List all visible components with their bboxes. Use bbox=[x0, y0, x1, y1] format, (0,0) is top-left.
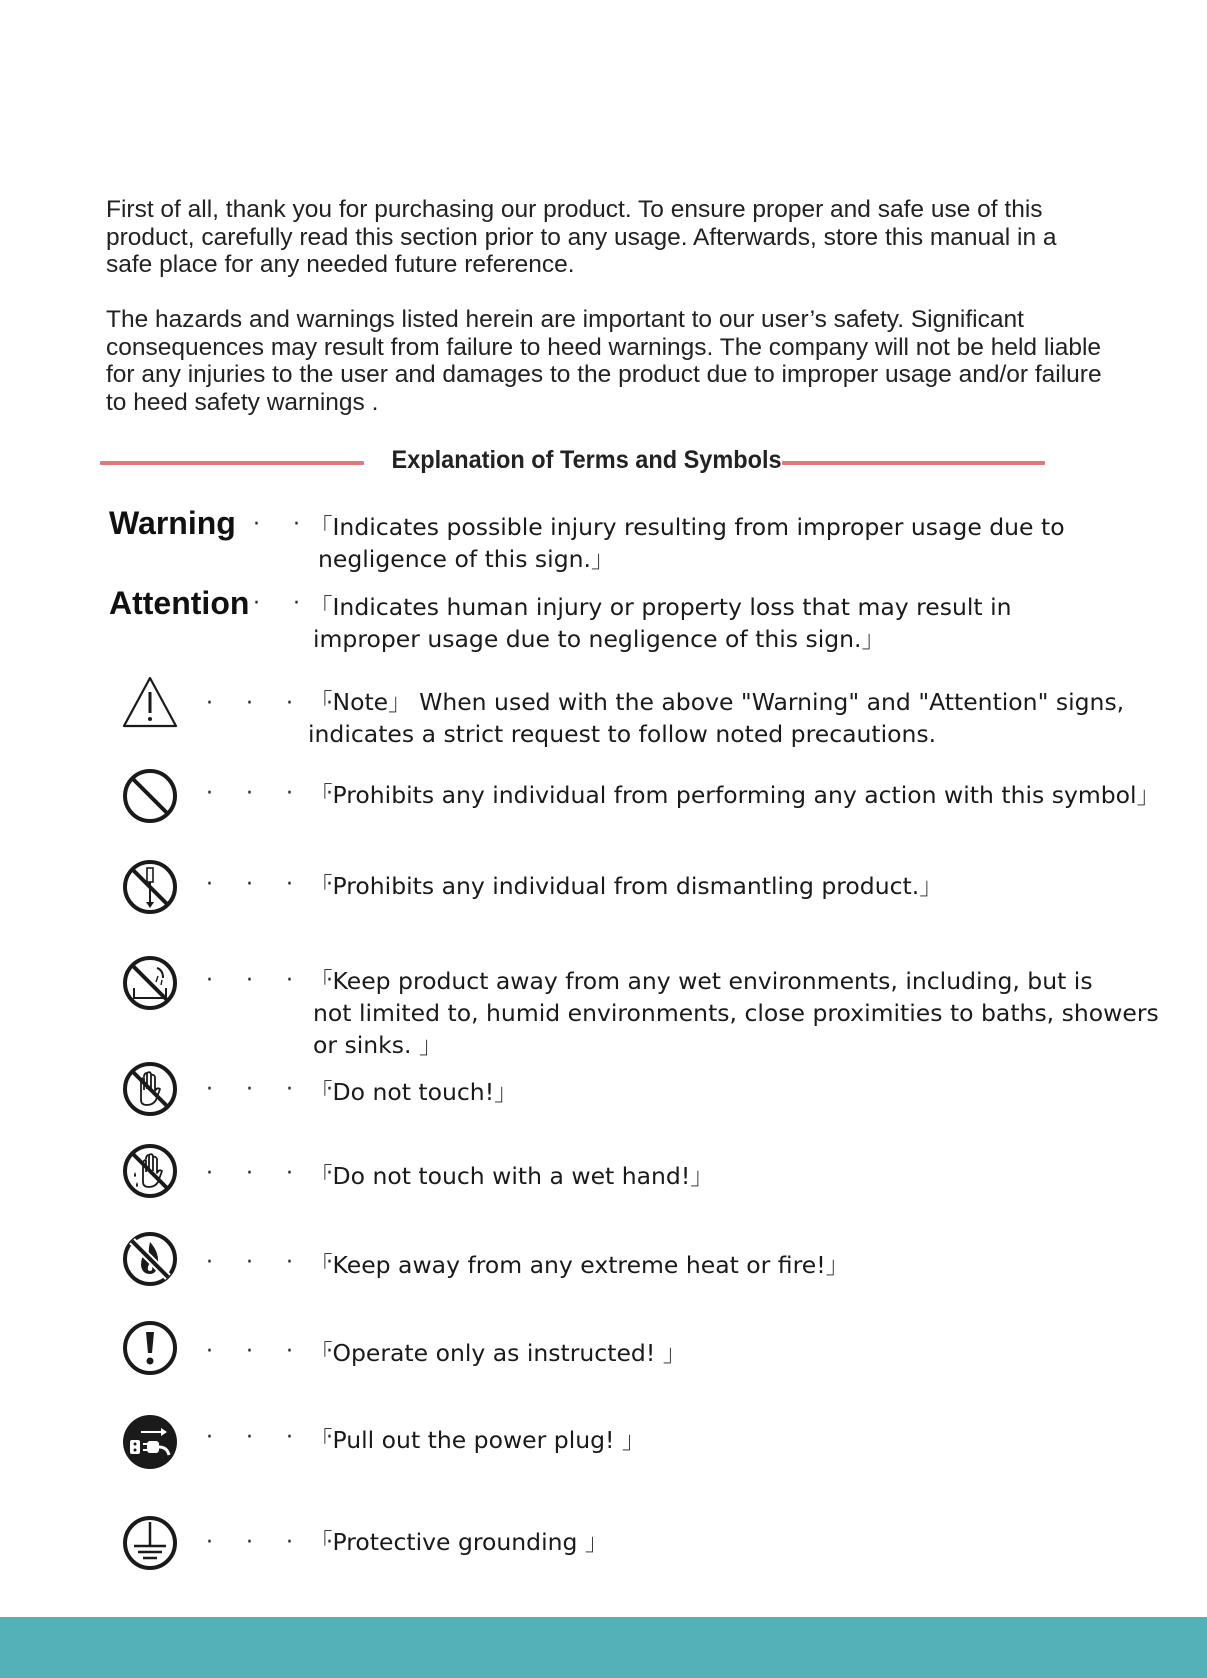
unplug-icon bbox=[121, 1413, 179, 1471]
intro-paragraph-1: First of all, thank you for purchasing our product. To ensure proper and safe use of this product, carefully read this section prior to any usage. Afterwards, store this manual in a safe place for any needed future reference. bbox=[106, 196, 1057, 278]
divider-rule-right bbox=[782, 461, 1045, 465]
symbol-dots: · · · · bbox=[206, 1339, 346, 1364]
term-attention-description bbox=[309, 591, 1089, 655]
description-line: 「Prohibits any individual from dismantling product.」 bbox=[309, 872, 943, 900]
description-line: 「Do not touch with a wet hand!」 bbox=[309, 1162, 714, 1190]
description-line: 「Keep away from any extreme heat or fire!」 bbox=[309, 1251, 850, 1279]
symbol-description bbox=[309, 1526, 1089, 1558]
no-wet-hand-icon bbox=[121, 1142, 179, 1200]
symbol-dots: · · · · bbox=[206, 1250, 346, 1275]
intro-paragraph-2: The hazards and warnings listed herein are important to our user’s safety. Significant consequences may result from failure to heed warnings. The company will not be held liable for any injuries to the user and damages to the product due to improper usage and/or failure to heed safety warnings . bbox=[106, 306, 1102, 416]
symbol-dots: · · · · bbox=[206, 872, 346, 897]
term-warning-description bbox=[309, 511, 1089, 575]
symbol-description bbox=[309, 1424, 1089, 1456]
term-attention-label: Attention bbox=[109, 585, 250, 621]
symbol-description bbox=[309, 1076, 1089, 1108]
description-line: improper usage due to negligence of this sign.」 bbox=[313, 625, 886, 653]
symbol-description bbox=[309, 1249, 1089, 1281]
description-line: 「Indicates human injury or property loss that may result in bbox=[309, 593, 1012, 621]
prohibition-icon bbox=[121, 767, 179, 825]
no-wet-environment-icon bbox=[121, 954, 179, 1012]
description-line: indicates a strict request to follow noted precautions. bbox=[308, 720, 937, 748]
symbol-dots: · · · · bbox=[206, 1161, 346, 1186]
symbol-description bbox=[309, 1160, 1089, 1192]
symbol-dots: · · · · bbox=[206, 1077, 346, 1102]
section-title: Explanation of Terms and Symbols bbox=[391, 446, 782, 474]
symbol-description bbox=[309, 870, 1089, 902]
description-line: 「Prohibits any individual from performing any action with this symbol」 bbox=[309, 781, 1161, 809]
section-divider bbox=[100, 446, 1045, 480]
description-line: 「Keep product away from any wet environments, including, but is bbox=[309, 967, 1093, 995]
symbol-description bbox=[308, 686, 1125, 750]
symbol-dots: · · · · bbox=[206, 968, 346, 993]
symbol-description bbox=[309, 779, 1161, 811]
mandatory-action-icon bbox=[121, 1319, 179, 1377]
footer-band bbox=[0, 1617, 1207, 1678]
no-disassembly-icon bbox=[121, 858, 179, 916]
description-line: 「Protective grounding 」 bbox=[309, 1528, 609, 1556]
description-line: negligence of this sign.」 bbox=[318, 545, 615, 573]
symbol-dots: · · · · bbox=[206, 691, 346, 716]
description-line: not limited to, humid environments, close proximities to baths, showers bbox=[313, 999, 1159, 1027]
description-line: 「Do not touch!」 bbox=[309, 1078, 518, 1106]
symbol-description bbox=[309, 1337, 1089, 1369]
symbol-dots: · · · · bbox=[206, 781, 346, 806]
symbol-description bbox=[309, 965, 1159, 1061]
description-line: or sinks. 」 bbox=[313, 1031, 443, 1059]
term-dots: · · bbox=[253, 591, 313, 616]
caution-triangle-icon bbox=[121, 673, 179, 731]
description-line: 「Pull out the power plug! 」 bbox=[309, 1426, 646, 1454]
no-touch-icon bbox=[121, 1060, 179, 1118]
symbol-dots: · · · · bbox=[206, 1530, 346, 1555]
description-line: 「Note」 When used with the above "Warning" and "Attention" signs, bbox=[309, 688, 1125, 716]
symbol-dots: · · · · bbox=[206, 1425, 346, 1450]
protective-ground-icon bbox=[121, 1514, 179, 1572]
divider-rule-left bbox=[100, 461, 364, 465]
no-fire-icon bbox=[121, 1230, 179, 1288]
term-dots: · · bbox=[253, 512, 313, 537]
description-line: 「Operate only as instructed! 」 bbox=[309, 1339, 687, 1367]
term-warning-label: Warning bbox=[109, 505, 236, 541]
description-line: 「Indicates possible injury resulting from improper usage due to bbox=[309, 513, 1065, 541]
